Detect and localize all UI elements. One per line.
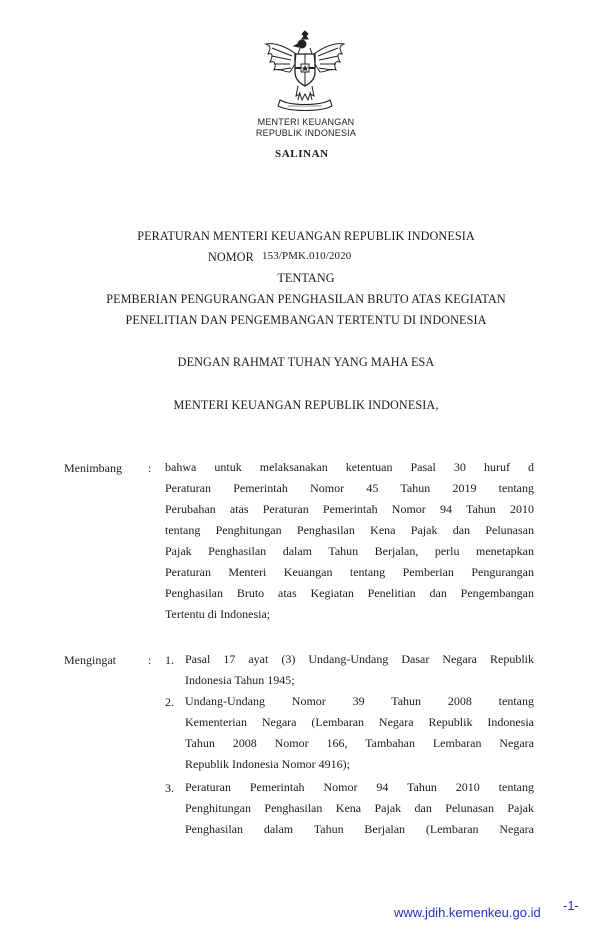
- observing-item-line: Penghitungan Penghasilan Kena Pajak dan Pelunasan Pajak: [185, 801, 534, 815]
- observing-label: Mengingat: [64, 653, 116, 667]
- considering-line: Perubahan atas Peraturan Pemerintah Nomor 94 Tahun 2010: [165, 502, 534, 516]
- observing-colon: :: [148, 653, 152, 667]
- considering-label: Menimbang: [64, 461, 122, 475]
- observing-item-line: Peraturan Pemerintah Nomor 94 Tahun 2010 tentang: [185, 780, 534, 794]
- observing-item-line: Tahun 2008 Nomor 166, Tambahan Lembaran Negara: [185, 736, 534, 750]
- authority-line: MENTERI KEUANGAN REPUBLIK INDONESIA,: [173, 398, 439, 412]
- ministry-name-line1: MENTERI KEUANGAN: [257, 117, 355, 127]
- observing-item-line: Indonesia Tahun 1945;: [185, 673, 295, 687]
- number-label: NOMOR: [208, 250, 254, 264]
- considering-line: Peraturan Pemerintah Nomor 45 Tahun 2019 tentang: [165, 481, 534, 495]
- considering-line: bahwa untuk melaksanakan ketentuan Pasal 30 huruf d: [165, 460, 534, 474]
- regulation-title: PERATURAN MENTERI KEUANGAN REPUBLIK INDONESIA: [137, 229, 475, 243]
- observing-item-line: Kementerian Negara (Lembaran Negara Republik Indonesia: [185, 715, 534, 729]
- subject-line-1: PEMBERIAN PENGURANGAN PENGHASILAN BRUTO ATAS KEGIATAN: [106, 292, 506, 306]
- observing-item-number: 1.: [165, 653, 174, 667]
- footer-url-link[interactable]: www.jdih.kemenkeu.go.id: [394, 905, 541, 920]
- subject-line-2: PENELITIAN DAN PENGEMBANGAN TERTENTU DI INDONESIA: [125, 313, 487, 327]
- considering-line: Tertentu di Indonesia;: [165, 607, 271, 621]
- number-value: 153/PMK.010/2020: [262, 250, 352, 262]
- observing-item-line: Undang-Undang Nomor 39 Tahun 2008 tentang: [185, 694, 534, 708]
- considering-line: Pajak Penghasilan dalam Tahun Berjalan, perlu menetapkan: [165, 544, 534, 558]
- about-heading: TENTANG: [277, 271, 335, 285]
- observing-item-line: Pasal 17 ayat (3) Undang-Undang Dasar Negara Republik: [185, 652, 534, 666]
- observing-item: [185, 691, 534, 775]
- page-number: -1-: [563, 898, 579, 913]
- considering-colon: :: [148, 461, 152, 475]
- considering-line: tentang Penghitungan Penghasilan Kena Pajak dan Pelunasan: [165, 523, 534, 537]
- observing-item: [185, 777, 534, 840]
- considering-line: Peraturan Menteri Keuangan tentang Pemberian Pengurangan: [165, 565, 534, 579]
- considering-line: Penghasilan Bruto atas Kegiatan Penelitian dan Pengembangan: [165, 586, 534, 600]
- observing-item-line: Republik Indonesia Nomor 4916);: [185, 757, 350, 771]
- ministry-name-line2: REPUBLIK INDONESIA: [255, 128, 357, 138]
- garuda-emblem-icon: [262, 30, 348, 114]
- copy-label: SALINAN: [275, 148, 329, 160]
- considering-paragraph: [165, 457, 534, 625]
- blessing-line: DENGAN RAHMAT TUHAN YANG MAHA ESA: [177, 355, 435, 369]
- observing-item-line: Penghasilan dalam Tahun Berjalan (Lembaran Negara: [185, 822, 534, 836]
- observing-item: [185, 649, 534, 691]
- observing-item-number: 2.: [165, 695, 174, 709]
- observing-item-number: 3.: [165, 781, 174, 795]
